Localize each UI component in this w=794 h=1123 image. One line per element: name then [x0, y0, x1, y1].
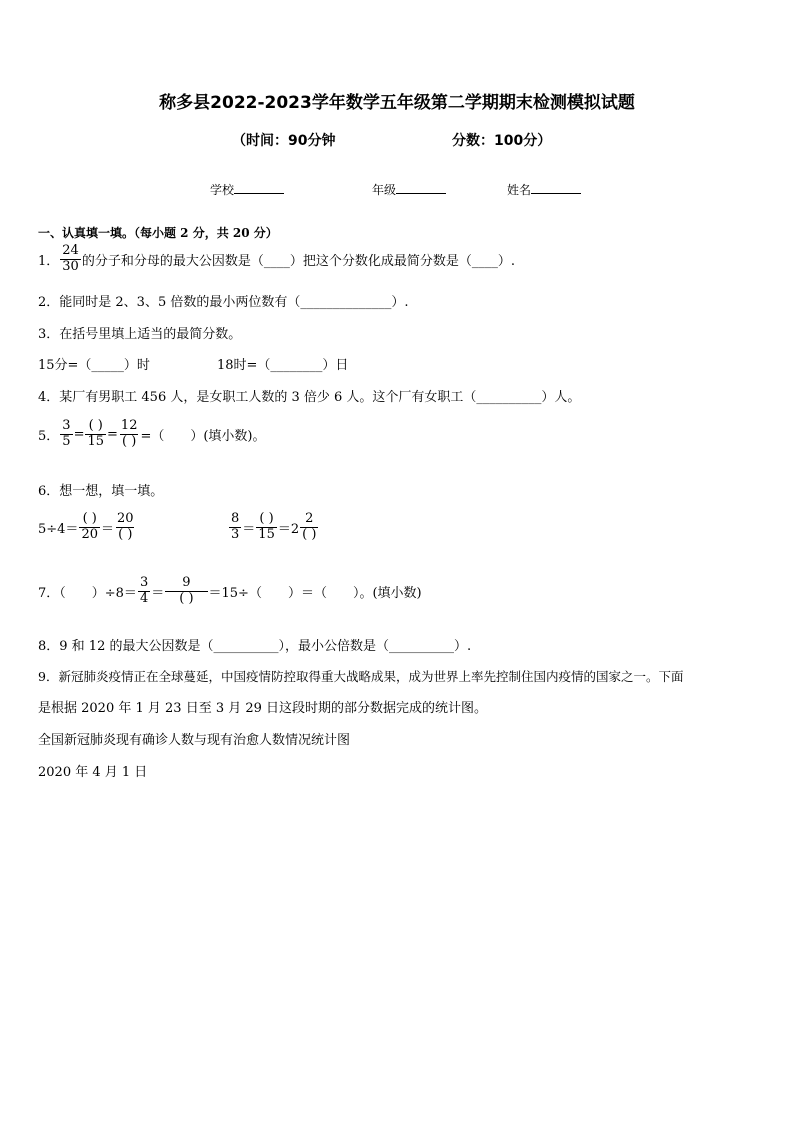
grade-field [372, 181, 446, 198]
name-blank[interactable] [531, 181, 581, 194]
q6-left-fraction-1 [79, 512, 100, 543]
q5-f1-den: 5 [62, 433, 71, 449]
q7-f2-den[interactable]: ( ) [165, 591, 207, 607]
q7-f2-num: 9 [182, 575, 191, 590]
q1-frac-num: 24 [62, 243, 79, 258]
q6-right-f3-den[interactable]: ( ) [302, 526, 317, 542]
q6-left-f1-den: 20 [81, 526, 98, 542]
q6-right-fraction-2 [256, 512, 277, 543]
q3-part-a: 15分=（_____）时 [38, 358, 150, 373]
chart-title: 全国新冠肺炎现有确诊人数与现有治愈人数情况统计图 [38, 733, 351, 748]
q7-f1-num: 3 [139, 575, 149, 590]
q6-left-expr: 5÷4＝ [38, 521, 79, 537]
q7-tail: ＝15÷（ ）＝（ ）。(填小数) [208, 585, 422, 601]
exam-score: 分数：100分） [452, 133, 552, 149]
q5-fraction-3 [119, 419, 140, 450]
question-6: 6．想一想，填一填。 [38, 484, 164, 499]
q7-fraction-2 [165, 576, 207, 607]
q5-fraction-1 [60, 419, 72, 450]
section-heading: 一、认真填一填。（每小题 2 分，共 20 分） [38, 226, 278, 240]
q6-right-f1-den: 3 [231, 526, 240, 542]
school-label: 学校 [210, 183, 235, 197]
q1-number: 1． [38, 253, 60, 269]
q1-frac-den: 30 [62, 258, 79, 274]
q5-fraction-2 [85, 419, 106, 450]
question-7 [38, 576, 422, 607]
q6-right-fraction-3 [300, 512, 318, 543]
name-label: 姓名 [507, 183, 532, 197]
q5-f1-num: 3 [62, 418, 71, 433]
question-9-line-2: 是根据 2020 年 1 月 23 日至 3 月 29 日这段时期的部分数据完成的统计图。 [38, 701, 488, 716]
q3-part-b: 18时=（________）日 [217, 358, 349, 373]
q5-equals-2: = [107, 426, 118, 442]
chart-date: 2020 年 4 月 1 日 [38, 765, 148, 780]
q5-f3-num: 12 [120, 418, 138, 433]
q6-left-f2-den[interactable]: ( ) [118, 526, 133, 542]
q6-right-fraction-1 [229, 512, 241, 543]
exam-time: （时间：90分钟 [232, 133, 336, 149]
q6-left-f1-num[interactable]: ( ) [82, 511, 97, 526]
q7-f1-den: 4 [139, 590, 149, 606]
q6-left-f2-num: 20 [117, 511, 134, 526]
q5-f2-den: 15 [87, 433, 105, 449]
q6-left-expression [38, 512, 137, 543]
q6-right-mixed-whole: ＝2 [277, 521, 300, 537]
page-title: 称多县2022-2023学年数学五年级第二学期期末检测模拟试题 [159, 93, 635, 113]
q5-equals-1: = [73, 426, 85, 442]
q6-right-f1-num: 8 [231, 511, 240, 526]
q6-right-f3-num: 2 [305, 511, 314, 526]
q7-head: 7．（ ）÷8＝ [38, 585, 137, 601]
question-3: 3．在括号里填上适当的最简分数。 [38, 327, 242, 342]
name-field [507, 181, 581, 198]
question-2: 2．能同时是 2、3、5 倍数的最小两位数有（______________）. [38, 295, 409, 310]
q5-f3-den[interactable]: ( ) [122, 433, 137, 449]
school-field [210, 181, 284, 198]
q7-fraction-1 [138, 576, 150, 607]
q6-left-fraction-2 [115, 512, 136, 543]
question-8: 8．9 和 12 的最大公因数是（__________），最小公倍数是（__________）. [38, 639, 472, 654]
q6-right-f2-den: 15 [258, 526, 275, 542]
school-blank[interactable] [234, 181, 284, 194]
q6-right-expression [228, 512, 319, 543]
question-9-line-1: 9．新冠肺炎疫情正在全球蔓延，中国疫情防控取得重大战略成果，成为世界上率先控制住国内疫情的国家之一。下面 [38, 669, 684, 684]
question-5 [38, 419, 266, 450]
q7-equals: ＝ [151, 585, 165, 601]
q1-fraction [60, 244, 81, 275]
q1-text: 的分子和分母的最大公因数是（____）把这个分数化成最简分数是（____）. [81, 253, 515, 269]
grade-blank[interactable] [396, 181, 446, 194]
question-4: 4．某厂有男职工 456 人，是女职工人数的 3 倍少 6 人。这个厂有女职工（__________）人。 [38, 390, 581, 405]
q5-f2-num[interactable]: ( ) [88, 418, 103, 433]
q5-number: 5． [38, 428, 60, 444]
q6-right-equals: ＝ [242, 521, 256, 537]
q5-tail: =（ ）(填小数)。 [140, 428, 266, 444]
q6-right-f2-num[interactable]: ( ) [259, 511, 274, 526]
question-1 [38, 244, 515, 275]
grade-label: 年级 [372, 183, 397, 197]
q6-left-equals: ＝ [100, 521, 114, 537]
